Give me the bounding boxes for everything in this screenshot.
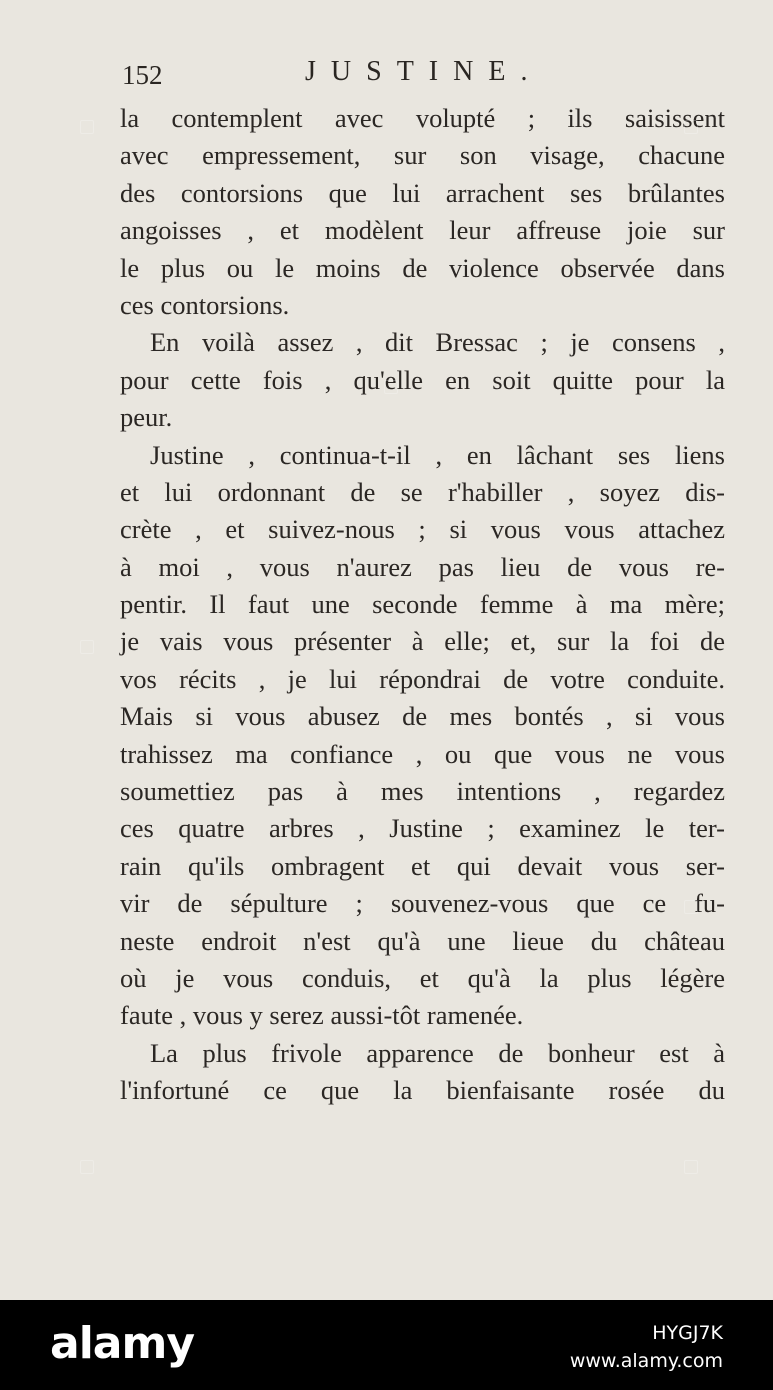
- watermark-mark: [80, 1160, 94, 1174]
- text-line: Mais si vous abusez de mes bontés , si vous: [120, 701, 725, 732]
- text-line: l'infortuné ce que la bienfaisante rosée du: [120, 1075, 725, 1106]
- text-line: avec empressement, sur son visage, chacune: [120, 140, 725, 171]
- watermark-mark: [80, 120, 94, 134]
- text-line: où je vous conduis, et qu'à la plus légère: [120, 962, 725, 993]
- page-header: [120, 56, 725, 96]
- text-line: rain qu'ils ombragent et qui devait vous ser-: [120, 850, 725, 881]
- watermark-mark: [684, 1160, 698, 1174]
- text-line: je vais vous présenter à elle; et, sur la foi de: [120, 626, 725, 657]
- text-line: Justine , continua-t-il , en lâchant ses liens: [150, 439, 725, 470]
- site-url[interactable]: www.alamy.com: [569, 1350, 723, 1372]
- watermark-mark: [684, 120, 698, 134]
- text-line: crète , et suivez-nous ; si vous vous attachez: [120, 514, 725, 545]
- body-text: [120, 100, 725, 1110]
- running-title: JUSTINE.: [305, 56, 543, 87]
- page-number: 152: [122, 60, 163, 90]
- text-line: la contemplent avec volupté ; ils saisissent: [120, 103, 725, 133]
- text-line: En voilà assez , dit Bressac ; je consens ,: [150, 327, 725, 358]
- text-line: et lui ordonnant de se r'habiller , soyez dis-: [120, 476, 725, 507]
- watermark-mark: [80, 640, 94, 654]
- text-line: vir de sépulture ; souvenez-vous que ce fu-: [120, 888, 725, 919]
- text-line: des contorsions que lui arrachent ses brûlantes: [120, 177, 725, 208]
- text-line: ces contorsions.: [120, 289, 290, 320]
- text-line: neste endroit n'est qu'à une lieue du château: [120, 925, 725, 956]
- brand-logo: alamy: [50, 1318, 194, 1369]
- text-line: soumettiez pas à mes intentions , regardez: [120, 776, 725, 807]
- stock-footer-bar: [0, 1300, 773, 1390]
- text-line: vos récits , je lui répondrai de votre conduite.: [120, 663, 725, 694]
- watermark-mark: [384, 380, 398, 394]
- text-line: angoisses , et modèlent leur affreuse joie sur: [120, 215, 725, 246]
- watermark-mark: [684, 900, 698, 914]
- text-line: le plus ou le moins de violence observée dans: [120, 252, 725, 283]
- text-line: faute , vous y serez aussi-tôt ramenée.: [120, 1000, 524, 1031]
- text-line: à moi , vous n'aurez pas lieu de vous re-: [120, 551, 725, 582]
- text-line: pour cette fois , qu'elle en soit quitte pour la: [120, 364, 725, 395]
- image-id: HYGJ7K: [652, 1322, 723, 1344]
- text-line: ces quatre arbres , Justine ; examinez le ter-: [120, 813, 725, 844]
- text-line: pentir. Il faut une seconde femme à ma mère;: [120, 589, 725, 620]
- text-line: trahissez ma confiance , ou que vous ne vous: [120, 738, 725, 769]
- text-line: peur.: [120, 402, 173, 433]
- text-line: La plus frivole apparence de bonheur est à: [150, 1037, 725, 1068]
